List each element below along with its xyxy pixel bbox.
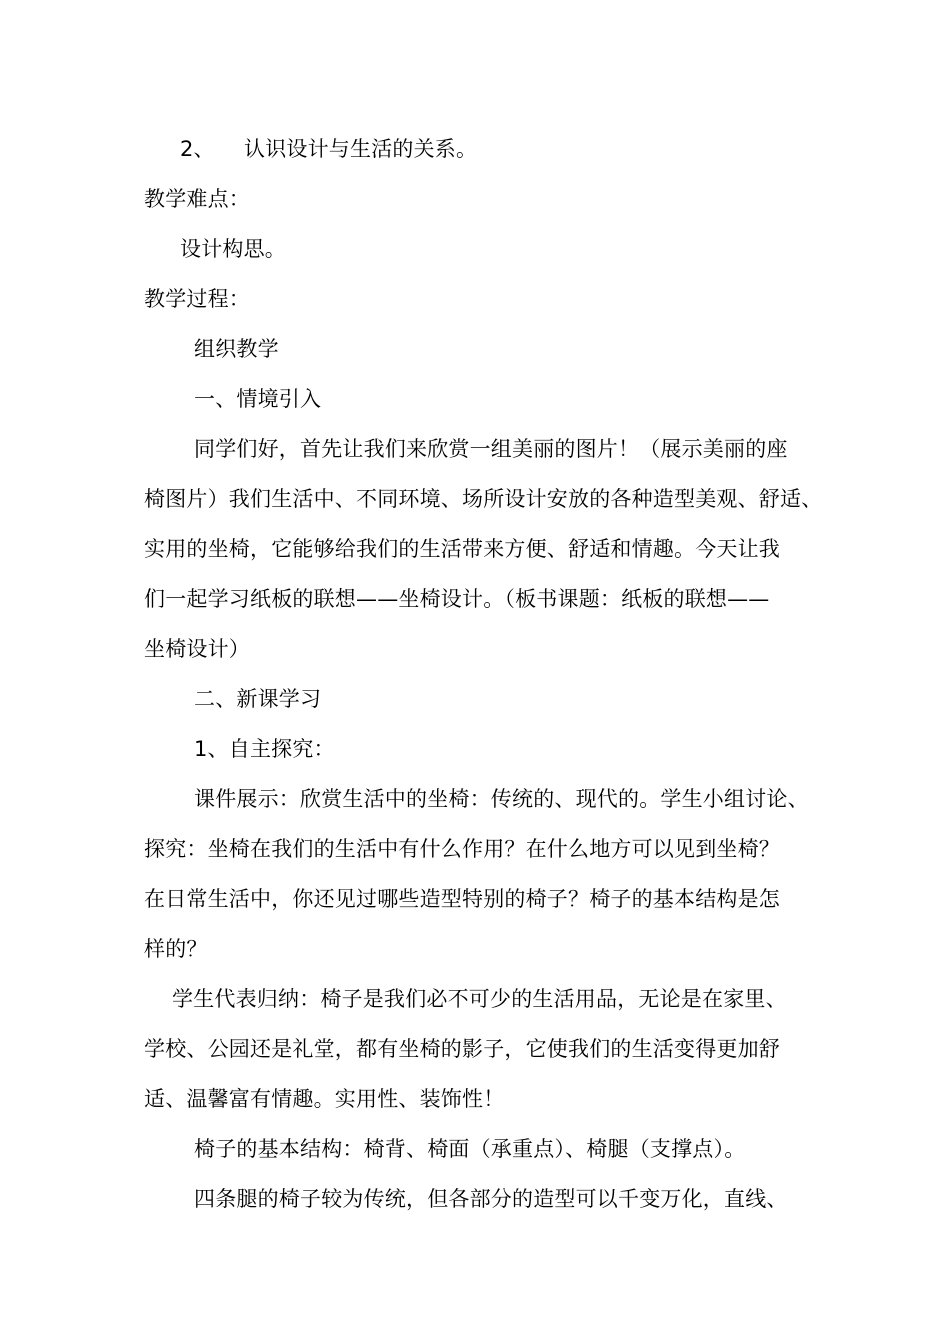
summary-para-line: 学生代表归纳：椅子是我们必不可少的生活用品，无论是在家里、 [172, 987, 787, 1011]
objective-number: 2、 [180, 137, 215, 161]
intro-para-line: 同学们好，首先让我们来欣赏一组美丽的图片！（展示美丽的座 [194, 437, 788, 461]
objective-item-2 [180, 134, 477, 164]
explore-para-line: 在日常生活中，你还见过哪些造型特别的椅子？椅子的基本结构是怎 [144, 887, 780, 911]
section-2-title: 二、新课学习 [194, 687, 322, 711]
structure-line: 椅子的基本结构：椅背、椅面（承重点）、椅腿（支撑点）。 [194, 1137, 746, 1161]
legs-line: 四条腿的椅子较为传统，但各部分的造型可以千变万化，直线、 [194, 1187, 788, 1211]
summary-para-line: 适、温馨富有情趣。实用性、装饰性！ [144, 1087, 505, 1111]
intro-para-line: 椅图片）我们生活中、不同环境、场所设计安放的各种造型美观、舒适、 [144, 487, 823, 511]
explore-para-line: 课件展示：欣赏生活中的坐椅：传统的、现代的。学生小组讨论、 [194, 787, 809, 811]
difficulty-text: 设计构思。 [180, 237, 286, 261]
explore-para-line: 探究：坐椅在我们的生活中有什么作用？在什么地方可以见到坐椅？ [144, 837, 780, 861]
intro-para-line: 们一起学习纸板的联想——坐椅设计。（板书课题：纸板的联想—— [144, 587, 770, 611]
organize-teaching: 组织教学 [194, 337, 279, 361]
explore-para-line: 样的？ [144, 937, 208, 961]
objective-text: 认识设计与生活的关系。 [244, 137, 478, 161]
section-1-title: 一、情境引入 [194, 387, 322, 411]
intro-para-line: 坐椅设计） [144, 637, 250, 661]
process-heading: 教学过程： [144, 287, 250, 311]
summary-para-line: 学校、公园还是礼堂，都有坐椅的影子，它使我们的生活变得更加舒 [144, 1037, 780, 1061]
sub-1-title: 1、自主探究： [194, 737, 335, 761]
intro-para-line: 实用的坐椅，它能够给我们的生活带来方便、舒适和情趣。今天让我 [144, 537, 780, 561]
difficulty-heading: 教学难点： [144, 187, 250, 211]
